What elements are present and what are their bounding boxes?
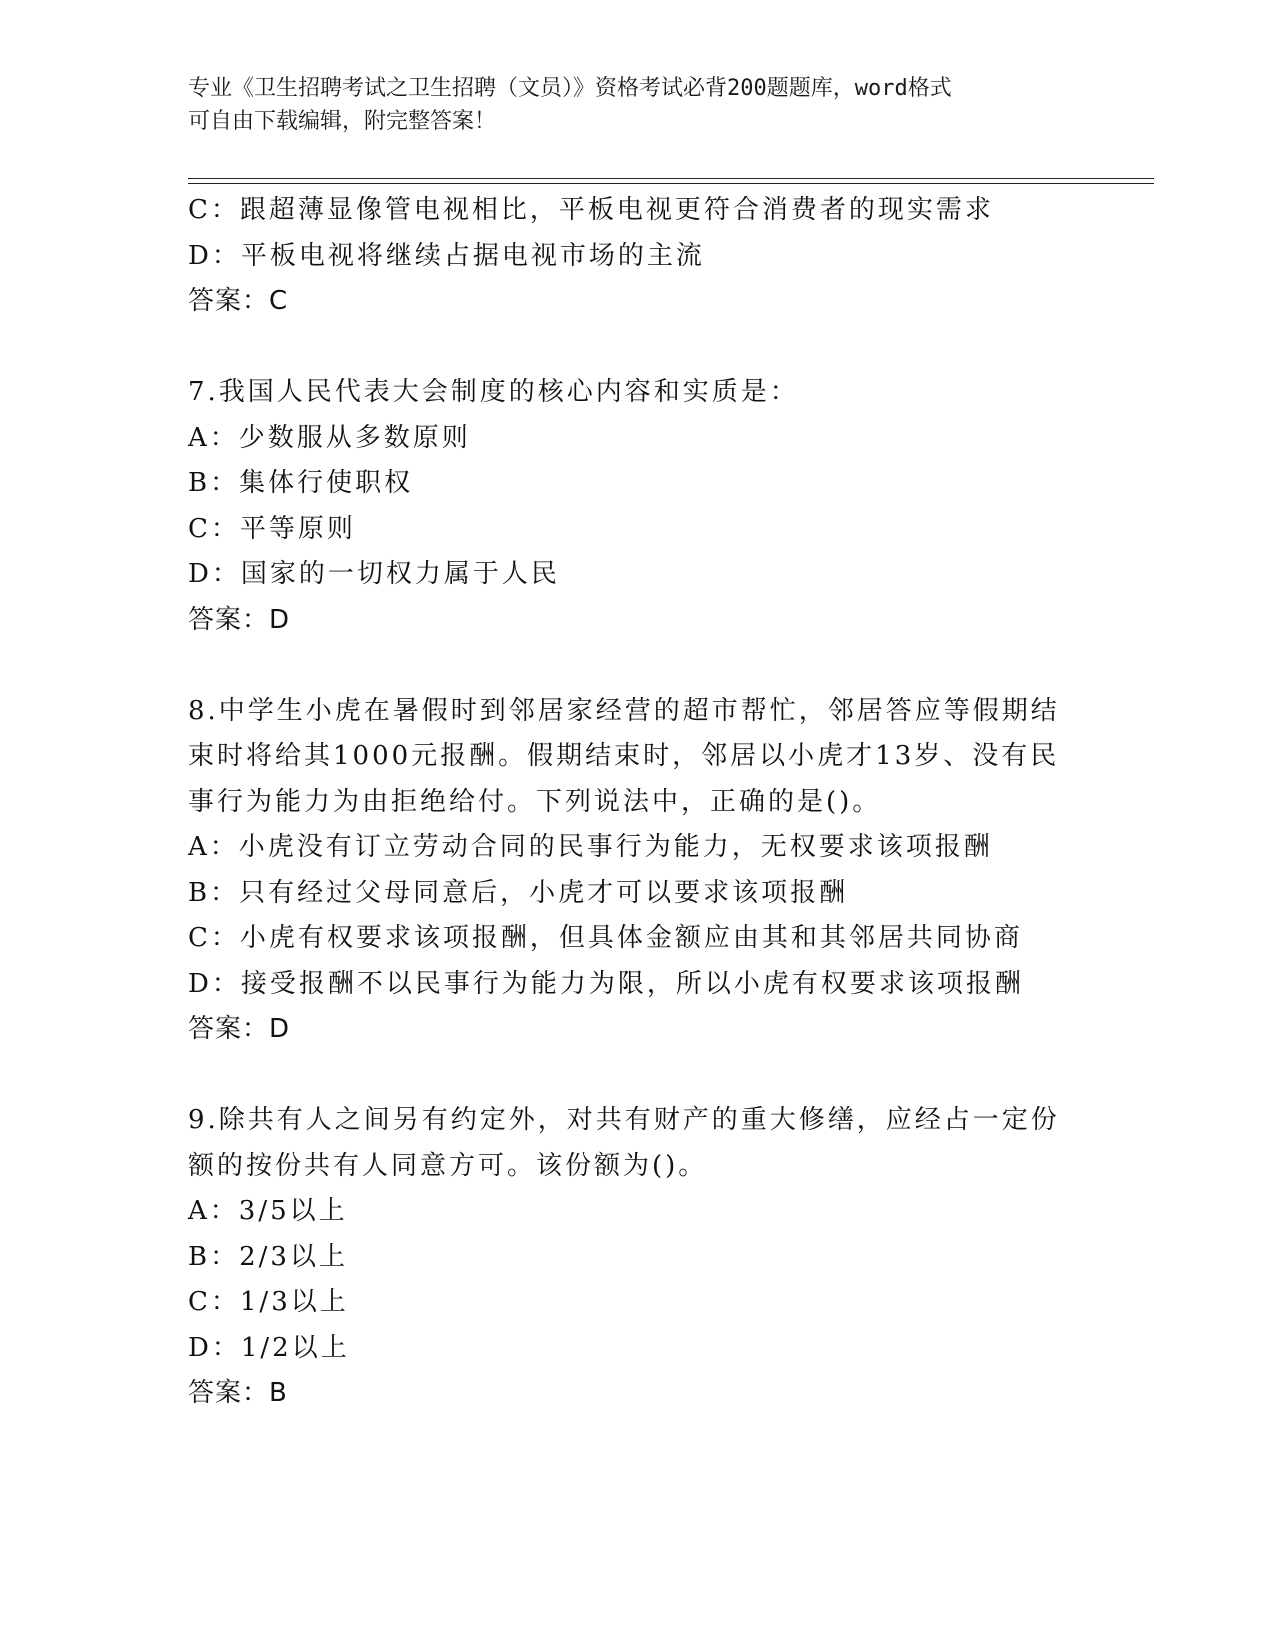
option-d: D：接受报酬不以民事行为能力为限，所以小虎有权要求该项报酬 [188,968,1024,999]
option-a: A：3/5以上 [188,1196,348,1226]
document-header [188,72,1088,138]
spacer [188,1053,1088,1099]
option-a: A：少数服从多数原则 [188,422,471,453]
header-divider-top [188,178,1154,179]
question-9 [188,1098,1088,1417]
option-b: B：集体行使职权 [188,468,414,498]
question-list [188,188,1088,1417]
question-stem-line-2: 束时将给其1000元报酬。假期结束时，邻居以小虎才13岁、没有民 [188,741,1060,771]
header-line-2: 可自由下载编辑，附完整答案！ [188,109,497,134]
spacer [188,643,1088,689]
spacer [188,325,1088,371]
question-stem: 7.我国人民代表大会制度的核心内容和实质是： [188,377,799,407]
question-7 [188,370,1088,643]
question-stem-line-1: 8.中学生小虎在暑假时到邻居家经营的超市帮忙，邻居答应等假期结 [188,695,1060,726]
question-stem-line-3: 事行为能力为由拒绝给付。下列说法中，正确的是()。 [188,786,882,817]
question-stem-line-1: 9.除共有人之间另有约定外，对共有财产的重大修缮，应经占一定份 [188,1105,1060,1135]
option-b: B：只有经过父母同意后，小虎才可以要求该项报酬 [188,877,849,908]
question-stem-line-2: 额的按份共有人同意方可。该份额为()。 [188,1150,708,1181]
option-b: B：2/3以上 [188,1241,348,1272]
option-c: C：小虎有权要求该项报酬，但具体金额应由其和其邻居共同协商 [188,923,1023,953]
answer-line: 答案：C [188,286,289,316]
option-d: D：国家的一切权力属于人民 [188,559,560,589]
option-d: D：平板电视将继续占据电视市场的主流 [188,240,705,271]
header-divider-bottom [188,183,1154,184]
question-8 [188,689,1088,1053]
option-c: C：跟超薄显像管电视相比，平板电视更符合消费者的现实需求 [188,195,994,225]
option-a: A：小虎没有订立劳动合同的民事行为能力，无权要求该项报酬 [188,832,993,862]
answer-line: 答案：D [188,604,291,635]
option-c: C：平等原则 [188,513,356,544]
answer-line: 答案：D [188,1014,291,1044]
answer-line: 答案：B [188,1378,288,1408]
header-line-1: 专业《卫生招聘考试之卫生招聘（文员）》资格考试必背200题题库，word格式 [188,76,952,101]
option-c: C：1/3以上 [188,1287,349,1317]
option-d: D：1/2以上 [188,1332,350,1363]
question-6-continuation [188,188,1088,325]
